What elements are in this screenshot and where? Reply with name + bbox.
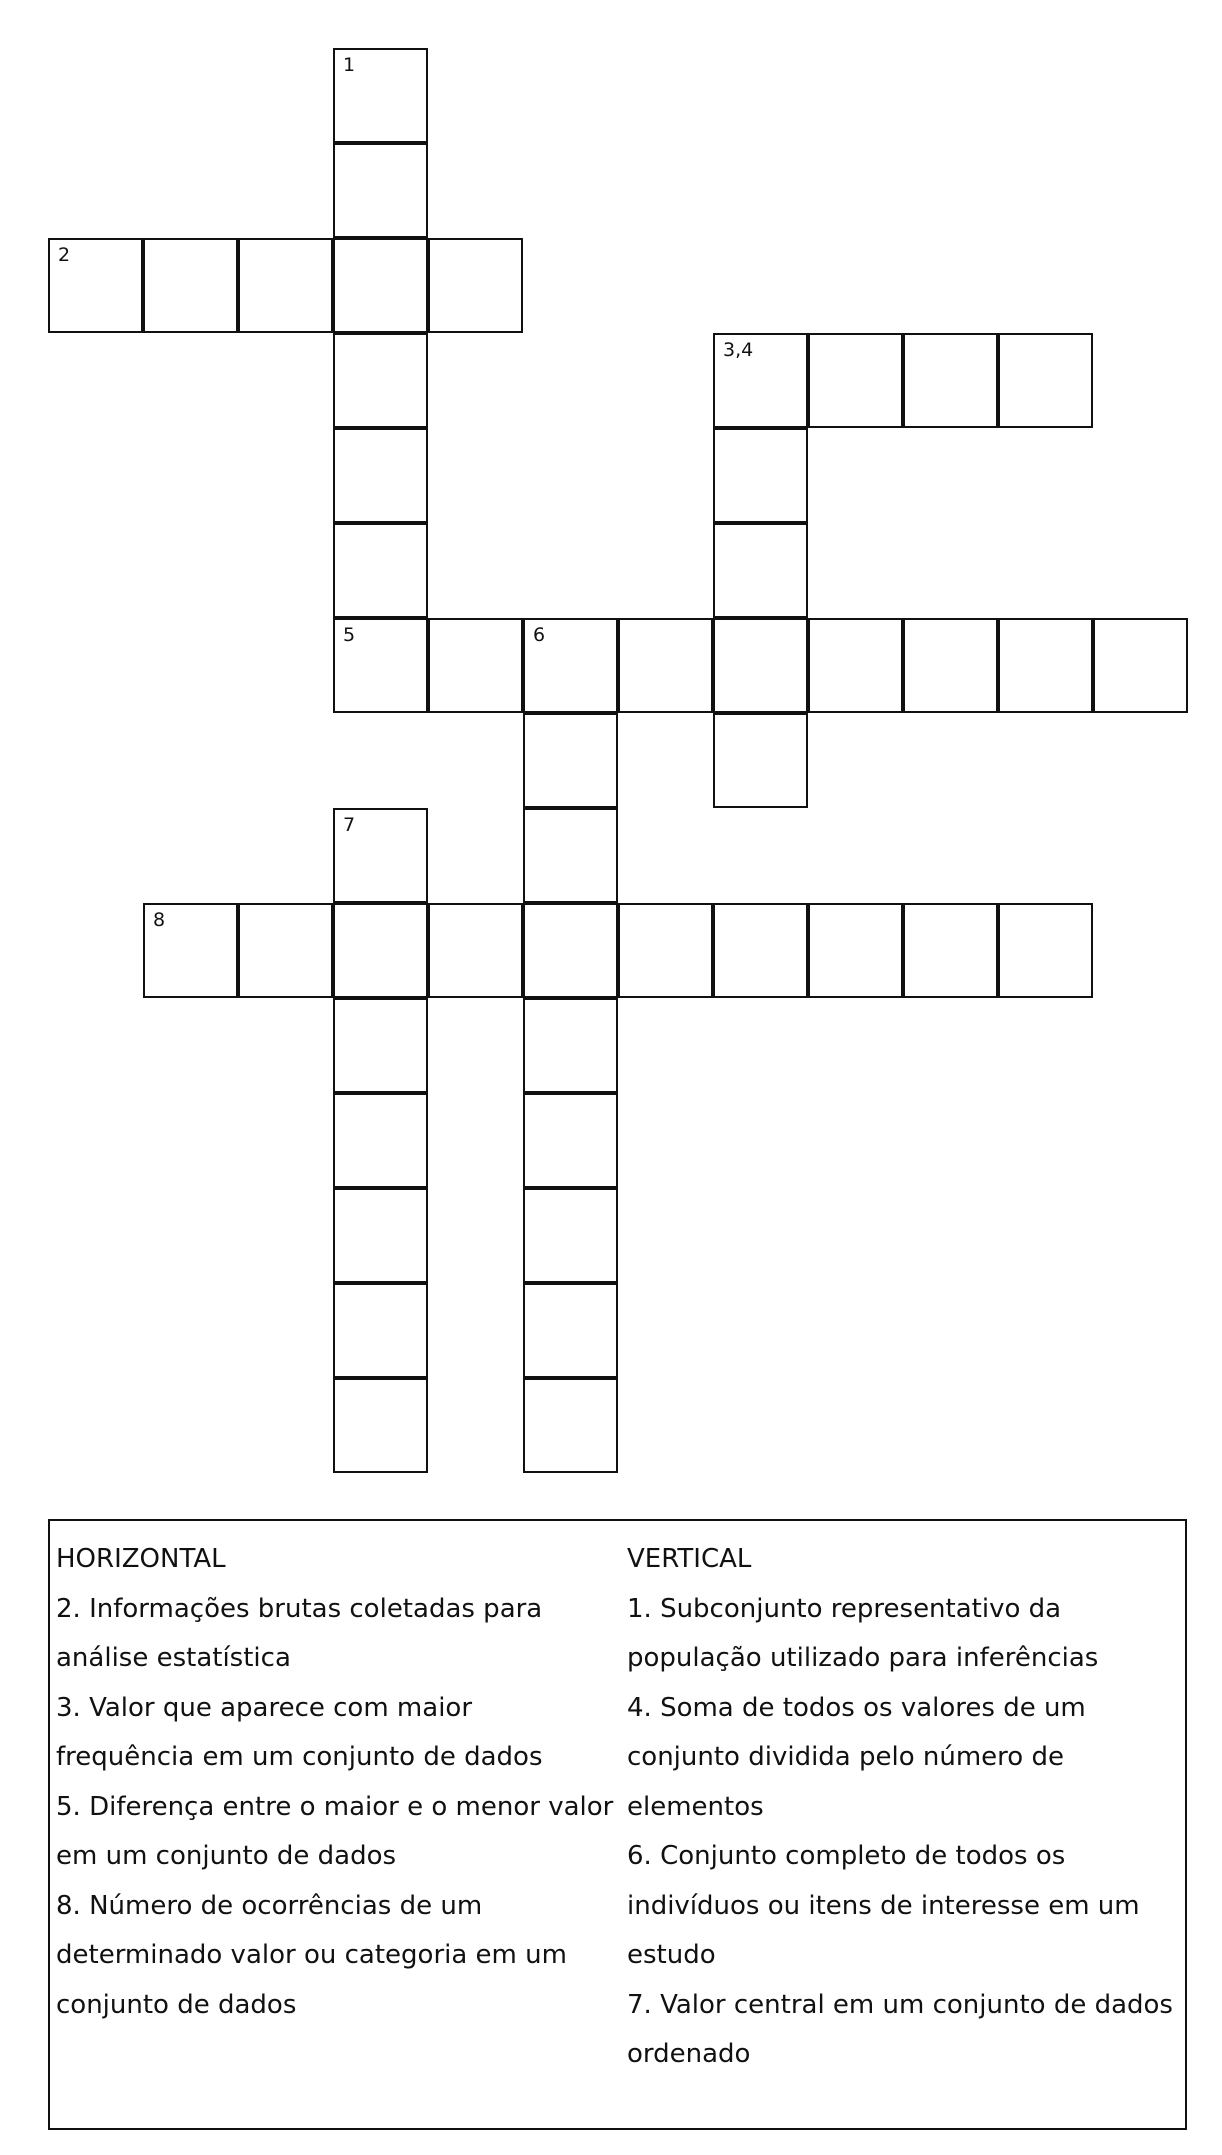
crossword-cell[interactable] bbox=[713, 713, 808, 808]
clue-number: 8 bbox=[153, 909, 166, 931]
crossword-cell[interactable] bbox=[713, 618, 808, 713]
crossword-cell[interactable] bbox=[333, 618, 428, 713]
clue-text: 8. Número de ocorrências de um determinado valor ou categoria em um conjunto de dados bbox=[56, 1890, 567, 2020]
crossword-cell[interactable] bbox=[333, 1283, 428, 1378]
crossword-cell[interactable] bbox=[333, 428, 428, 523]
crossword-cell[interactable] bbox=[808, 903, 903, 998]
crossword-cell[interactable] bbox=[238, 903, 333, 998]
crossword-cell[interactable] bbox=[523, 1283, 618, 1378]
crossword-cell[interactable] bbox=[333, 48, 428, 143]
horizontal-heading: HORIZONTAL bbox=[56, 1544, 226, 1574]
clue-number: 6 bbox=[533, 624, 546, 646]
crossword-cell[interactable] bbox=[143, 238, 238, 333]
clue-number: 7 bbox=[343, 814, 356, 836]
clue-text: 2. Informações brutas coletadas para análise estatística bbox=[56, 1593, 543, 1673]
clue-number: 1 bbox=[343, 54, 356, 76]
crossword-cell[interactable] bbox=[903, 618, 998, 713]
vertical-heading: VERTICAL bbox=[627, 1544, 752, 1574]
crossword-cell[interactable] bbox=[618, 618, 713, 713]
crossword-cell[interactable] bbox=[903, 333, 998, 428]
crossword-cell[interactable] bbox=[333, 903, 428, 998]
clue-text: 1. Subconjunto representativo da população utilizado para inferências bbox=[627, 1593, 1099, 1673]
crossword-cell[interactable] bbox=[333, 238, 428, 333]
crossword-cell[interactable] bbox=[333, 333, 428, 428]
clue-number: 3,4 bbox=[723, 339, 754, 361]
crossword-cell[interactable] bbox=[333, 998, 428, 1093]
crossword-cell[interactable] bbox=[523, 1188, 618, 1283]
crossword-cell[interactable] bbox=[523, 618, 618, 713]
crossword-cell[interactable] bbox=[903, 903, 998, 998]
clue-text: 7. Valor central em um conjunto de dados ordenado bbox=[627, 1989, 1173, 2069]
crossword-cell[interactable] bbox=[48, 238, 143, 333]
crossword-cell[interactable] bbox=[713, 903, 808, 998]
crossword-cell[interactable] bbox=[808, 618, 903, 713]
crossword-cell[interactable] bbox=[428, 618, 523, 713]
crossword-cell[interactable] bbox=[523, 713, 618, 808]
crossword-cell[interactable] bbox=[428, 903, 523, 998]
crossword-cell[interactable] bbox=[523, 1093, 618, 1188]
crossword-cell[interactable] bbox=[333, 143, 428, 238]
clues-box bbox=[48, 1519, 1187, 2130]
crossword-cell[interactable] bbox=[143, 903, 238, 998]
crossword-cell[interactable] bbox=[998, 903, 1093, 998]
crossword-cell[interactable] bbox=[333, 1378, 428, 1473]
crossword-cell[interactable] bbox=[333, 1093, 428, 1188]
crossword-cell[interactable] bbox=[333, 523, 428, 618]
crossword-cell[interactable] bbox=[333, 1188, 428, 1283]
crossword-cell[interactable] bbox=[618, 903, 713, 998]
crossword-cell[interactable] bbox=[238, 238, 333, 333]
vertical-clues bbox=[627, 1535, 1183, 2080]
crossword-cell[interactable] bbox=[1093, 618, 1188, 713]
clue-number: 5 bbox=[343, 624, 356, 646]
crossword-cell[interactable] bbox=[713, 428, 808, 523]
crossword-cell[interactable] bbox=[333, 808, 428, 903]
crossword-cell[interactable] bbox=[523, 808, 618, 903]
crossword-cell[interactable] bbox=[428, 238, 523, 333]
crossword-cell[interactable] bbox=[523, 1378, 618, 1473]
clue-text: 3. Valor que aparece com maior frequência em um conjunto de dados bbox=[56, 1692, 543, 1772]
clue-text: 4. Soma de todos os valores de um conjunto dividida pelo número de elementos bbox=[627, 1692, 1086, 1822]
clue-number: 2 bbox=[58, 244, 71, 266]
crossword-cell[interactable] bbox=[998, 618, 1093, 713]
clue-text: 6. Conjunto completo de todos os indivíduos ou itens de interesse em um estudo bbox=[627, 1841, 1140, 1970]
clue-text: 5. Diferença entre o maior e o menor valor em um conjunto de dados bbox=[56, 1791, 614, 1871]
crossword-cell[interactable] bbox=[808, 333, 903, 428]
crossword-cell[interactable] bbox=[523, 903, 618, 998]
crossword-cell[interactable] bbox=[713, 523, 808, 618]
crossword-cell[interactable] bbox=[523, 998, 618, 1093]
crossword-cell[interactable] bbox=[998, 333, 1093, 428]
crossword-cell[interactable] bbox=[713, 333, 808, 428]
horizontal-clues bbox=[56, 1535, 616, 2030]
